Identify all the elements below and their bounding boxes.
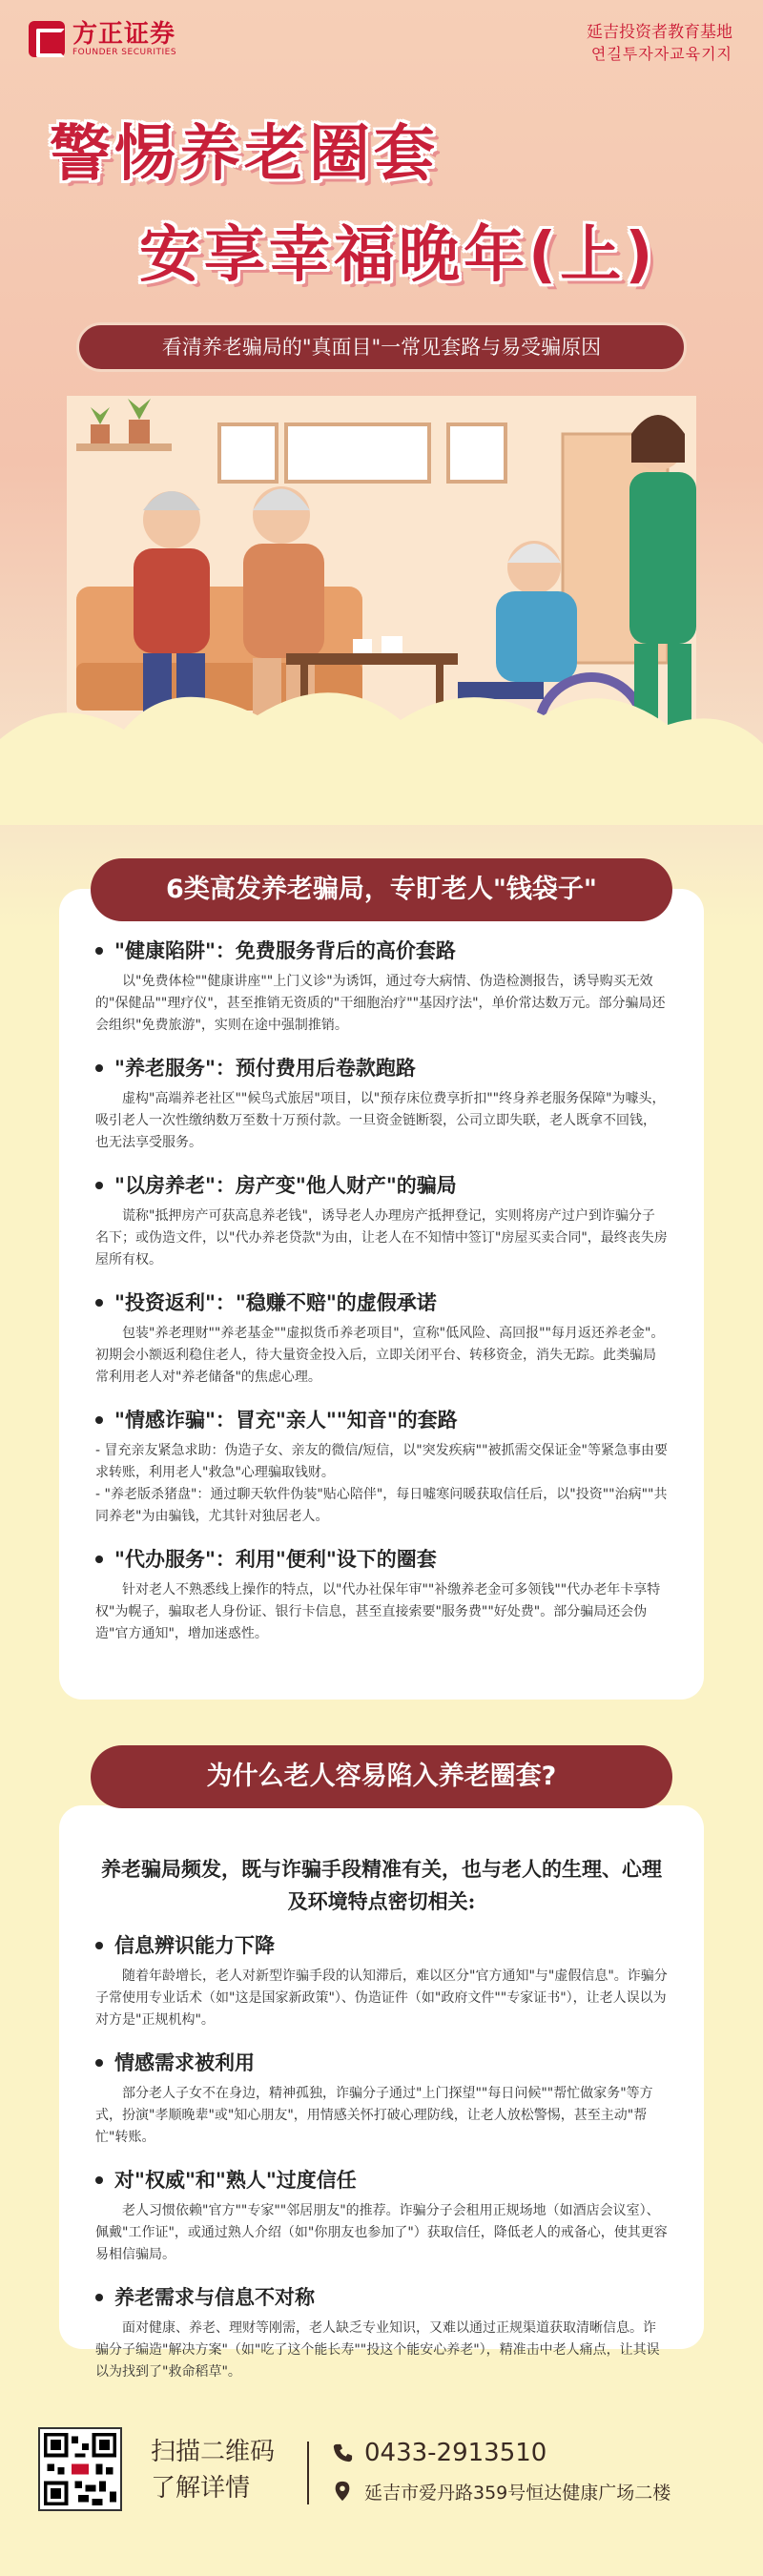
item-title: "以房养老"：房产变"他人财产"的骗局 <box>95 1171 668 1200</box>
reason-item <box>95 1931 668 2031</box>
address-text: 延吉市爱丹路359号恒达健康广场二楼 <box>364 2482 671 2504</box>
scam-item-house <box>95 1171 668 1271</box>
logo-name-en: FOUNDER SECURITIES <box>72 48 177 57</box>
scan-line2: 了解详情 <box>151 2474 251 2503</box>
item-body: 虚构"高端养老社区""候鸟式旅居"项目，以"预存床位费享折扣""终身养老服务保障"为噱头，吸引老人一次性缴纳数万至数十万预付款。一旦资金链断裂，公司立即失联，老人既拿不回钱，也无法享受服务。 <box>95 1091 666 1150</box>
section1-card <box>59 889 704 1700</box>
reason-item <box>95 2166 668 2266</box>
item-body: 谎称"抵押房产可获高息养老钱"，诱导老人办理房产抵押登记，实则将房产过户到诈骗分子名下；或伪造文件，以"代办养老贷款"为由，让老人在不知情中签订"房屋买卖合同"，最终丧失房屋所有权。 <box>95 1208 668 1267</box>
scam-item-agent-service <box>95 1545 668 1645</box>
item-title: 情感需求被利用 <box>95 2049 668 2077</box>
item-title: "健康陷阱"：免费服务背后的高价套路 <box>95 937 668 965</box>
top-bar <box>0 0 763 76</box>
logo-name-cn: 方正证券 <box>72 20 176 49</box>
section2-heading: 为什么老人容易陷入养老圈套? <box>91 1745 672 1808</box>
section1-heading: 6类高发养老骗局，专盯老人"钱袋子" <box>91 858 672 921</box>
tea-table <box>286 653 458 665</box>
item-title: "代办服务"：利用"便利"设下的圈套 <box>95 1545 668 1574</box>
item-title: 信息辨识能力下降 <box>95 1931 668 1960</box>
main-title-line1: 警惕养老圈套 <box>50 119 439 190</box>
item-body: 随着年龄增长，老人对新型诈骗手段的认知滞后，难以区分"官方通知"与"虚假信息"。诈骗分子常使用专业话术（如"这是国家新政策"）、伪造证件（如"政府文件""专家证书"），让老人误以为对方是"正规机构"。 <box>95 1968 668 2028</box>
contact-info <box>332 2434 670 2510</box>
item-title: 对"权威"和"熟人"过度信任 <box>95 2166 668 2195</box>
item-body: 包装"养老理财""养老基金""虚拟货币养老项目"，宣称"低风险、高回报""每月返还养老金"。初期会小额返利稳住老人，待大量资金投入后，立即关闭平台、转移资金，消失无踪。此类骗局常利用老人对"养老储备"的焦虑心理。 <box>95 1326 665 1385</box>
window-right <box>448 424 505 482</box>
item-body: 以"免费体检""健康讲座""上门义诊"为诱饵，通过夸大病情、伪造检测报告，诱导购买无效的"保健品""理疗仪"，甚至推销无资质的"干细胞治疗""基因疗法"，单价常达数万元。部分骗局还会组织"免费旅游"，实则在途中强制推销。 <box>95 974 666 1033</box>
nursing-home-illustration <box>0 377 763 825</box>
window-left <box>219 424 277 482</box>
scan-line1: 扫描二维码 <box>151 2438 276 2466</box>
scam-item-elder-care <box>95 1054 668 1154</box>
scan-qr-text <box>151 2434 275 2506</box>
item-body: 针对老人不熟悉线上操作的特点，以"代办社保年审""补缴养老金可多领钱""代办老年卡享特权"为幌子，骗取老人身份证、银行卡信息，甚至直接索要"服务费""好处费"。部分骗局还会伪造"官方通知"，增加迷惑性。 <box>95 1582 661 1641</box>
qr-code-icon[interactable] <box>38 2427 122 2511</box>
item-title: "养老服务"：预付费用后卷款跑路 <box>95 1054 668 1082</box>
item-body: 老人习惯依赖"官方""专家""邻居朋友"的推荐。诈骗分子会租用正规场地（如酒店会议室）、佩戴"工作证"，或通过熟人介绍（如"你朋友也参加了"）获取信任，降低老人的戒备心，使其更容易相信骗局。 <box>95 2203 668 2262</box>
footer-divider <box>307 2442 309 2504</box>
scam-item-emotion <box>95 1406 668 1528</box>
phone-number[interactable]: 0433-2913510 <box>364 2439 547 2467</box>
footer <box>0 2403 763 2576</box>
window-center <box>286 424 429 482</box>
subtitle-banner: 看清养老骗局的"真面目"一常见套路与易受骗原因 <box>76 322 687 372</box>
item-body: 部分老人子女不在身边，精神孤独，诈骗分子通过"上门探望""每日问候""帮忙做家务"等方式，扮演"孝顺晚辈"或"知心朋友"，用情感关怀打破心理防线，让老人放松警惕，甚至主动"帮忙"转账。 <box>95 2086 653 2145</box>
main-title-line2: 安享幸福晚年(上) <box>139 220 657 291</box>
item-title: "情感诈骗"：冒充"亲人""知音"的套路 <box>95 1406 668 1434</box>
scam-item-investment <box>95 1288 668 1389</box>
education-base-name <box>587 21 732 65</box>
phone-row[interactable] <box>332 2434 670 2472</box>
section2-intro: 养老骗局频发，既与诈骗手段精准有关，也与老人的生理、心理及环境特点密切相关: <box>101 1857 662 1913</box>
founder-logo-icon <box>29 21 65 57</box>
address-row <box>332 2472 670 2510</box>
scam-item-health <box>95 937 668 1037</box>
item-body: 面对健康、养老、理财等刚需，老人缺乏专业知识，又难以通过正规渠道获取清晰信息。诈骗分子编造"解决方案"（如"吃了这个能长寿""投这个能安心养老"），精准击中老人痛点，让其误以为找到了"救命稻草"。 <box>95 2320 660 2380</box>
logo-text <box>72 21 176 57</box>
base-name-kr: 연길투자자교육기지 <box>590 45 732 63</box>
section2-card <box>59 1805 704 2380</box>
item-title: "投资返利"："稳赚不赔"的虚假承诺 <box>95 1288 668 1317</box>
item-title: 养老需求与信息不对称 <box>95 2283 668 2312</box>
phone-icon <box>332 2442 353 2463</box>
reason-item <box>95 2049 668 2149</box>
item-body: - 冒充亲友紧急求助：伪造子女、亲友的微信/短信，以"突发疾病""被抓需交保证金"等紧急事由要求转账，利用老人"救急"心理骗取钱财。 - "养老版杀猪盘"：通过聊天软件伪装"贴心陪伴"，每日嘘寒问暖获取信任后，以"投资""治病""共同养老"为由骗钱，尤其针对独居老人。 <box>95 1443 668 1524</box>
location-pin-icon <box>332 2481 353 2502</box>
founder-logo[interactable] <box>29 21 176 57</box>
base-name-cn: 延吉投资者教育基地 <box>587 23 732 42</box>
reason-item <box>95 2283 668 2383</box>
